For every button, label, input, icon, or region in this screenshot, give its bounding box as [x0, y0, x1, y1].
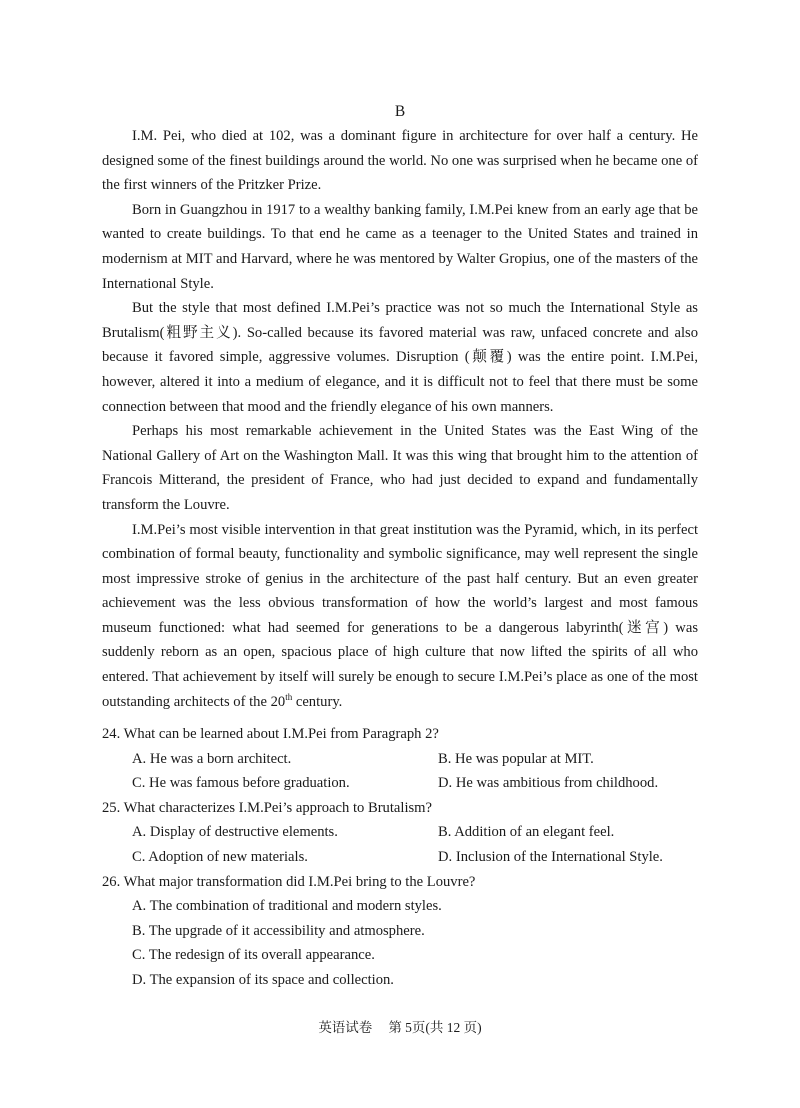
passage-paragraph-5-text: I.M.Pei’s most visible intervention in that great institution was the Pyramid, which, in its perfect combination of formal beauty, functionality and symbolic significance, may well represent the single most impressive stroke of genius in the architecture of the past half century. But an even greater achievement was the less obvious transformation of how the world’s largest and most famous museum functioned: what had seemed for generations to be a dangerous labyrinth(迷宫) was suddenly reborn as an open, spacious place of high culture that now lifted the spirits of all who entered. That achievement by itself will surely be enough to secure I.M.Pei’s place as one of the most outstanding architects of the 20 — [102, 521, 698, 710]
option-grid — [102, 820, 702, 869]
question-list — [102, 722, 702, 993]
reading-passage — [102, 124, 698, 714]
question-26 — [102, 870, 702, 993]
option-d[interactable]: D. Inclusion of the International Style. — [438, 848, 663, 865]
section-heading: B — [394, 103, 406, 120]
passage-paragraph-5 — [102, 518, 698, 715]
option-c[interactable]: C. He was famous before graduation. — [132, 775, 350, 792]
option-b[interactable]: B. Addition of an elegant feel. — [438, 824, 615, 841]
footer-subject: 英语试卷 — [318, 1020, 373, 1035]
option-d[interactable]: D. The expansion of its space and collection. — [132, 971, 394, 988]
option-a[interactable]: A. Display of destructive elements. — [132, 824, 338, 841]
option-a[interactable]: A. The combination of traditional and modern styles. — [132, 898, 442, 915]
option-a[interactable]: A. He was a born architect. — [132, 750, 292, 767]
option-b[interactable]: B. He was popular at MIT. — [438, 750, 594, 767]
passage-paragraph-2: Born in Guangzhou in 1917 to a wealthy banking family, I.M.Pei knew from an early age that be wanted to create buildings. To that end he came as a teenager to the United States and trained in modernism at MIT and Harvard, where he was mentored by Walter Gropius, one of the masters of the International Style. — [102, 201, 698, 292]
question-25 — [102, 796, 702, 870]
question-stem: 24. What can be learned about I.M.Pei from Paragraph 2? — [102, 726, 439, 742]
option-c[interactable]: C. Adoption of new materials. — [132, 848, 308, 865]
question-24 — [102, 722, 702, 796]
passage-paragraph-5-end: century. — [292, 693, 343, 710]
ordinal-superscript: th — [285, 691, 293, 702]
passage-paragraph-4: Perhaps his most remarkable achievement in the United States was the East Wing of the National Gallery of Art on the Washington Mall. It was this wing that brought him to the attention of Francois Mitterand, the president of France, who had just decided to expand and fundamentally transform the Louvre. — [102, 423, 698, 513]
question-stem: 25. What characterizes I.M.Pei’s approach to Brutalism? — [102, 799, 433, 816]
option-b[interactable]: B. The upgrade of it accessibility and atmosphere. — [132, 922, 425, 939]
passage-paragraph-1: I.M. Pei, who died at 102, was a dominant figure in architecture for over half a century. He designed some of the finest buildings around the world. No one was surprised when he became one of the first winners of the Pritzker Prize. — [102, 128, 698, 194]
option-grid — [102, 747, 702, 796]
option-c[interactable]: C. The redesign of its overall appearance. — [132, 947, 375, 964]
option-list — [102, 894, 702, 992]
page-footer — [0, 1018, 800, 1038]
passage-paragraph-3: But the style that most defined I.M.Pei’s practice was not so much the International Style as Brutalism(粗野主义). So-called because its favored material was raw, unfaced concrete and also because it favored simple, aggressive volumes. Disruption (颠覆) was the entire point. I.M.Pei, however, altered it into a medium of elegance, and it is difficult not to feel that there must be some connection between that mood and the friendly elegance of his own manners. — [102, 300, 698, 415]
question-stem: 26. What major transformation did I.M.Pei bring to the Louvre? — [102, 873, 476, 890]
option-d[interactable]: D. He was ambitious from childhood. — [438, 775, 659, 792]
footer-page-number: 第 5页(共 12 页) — [388, 1020, 482, 1035]
